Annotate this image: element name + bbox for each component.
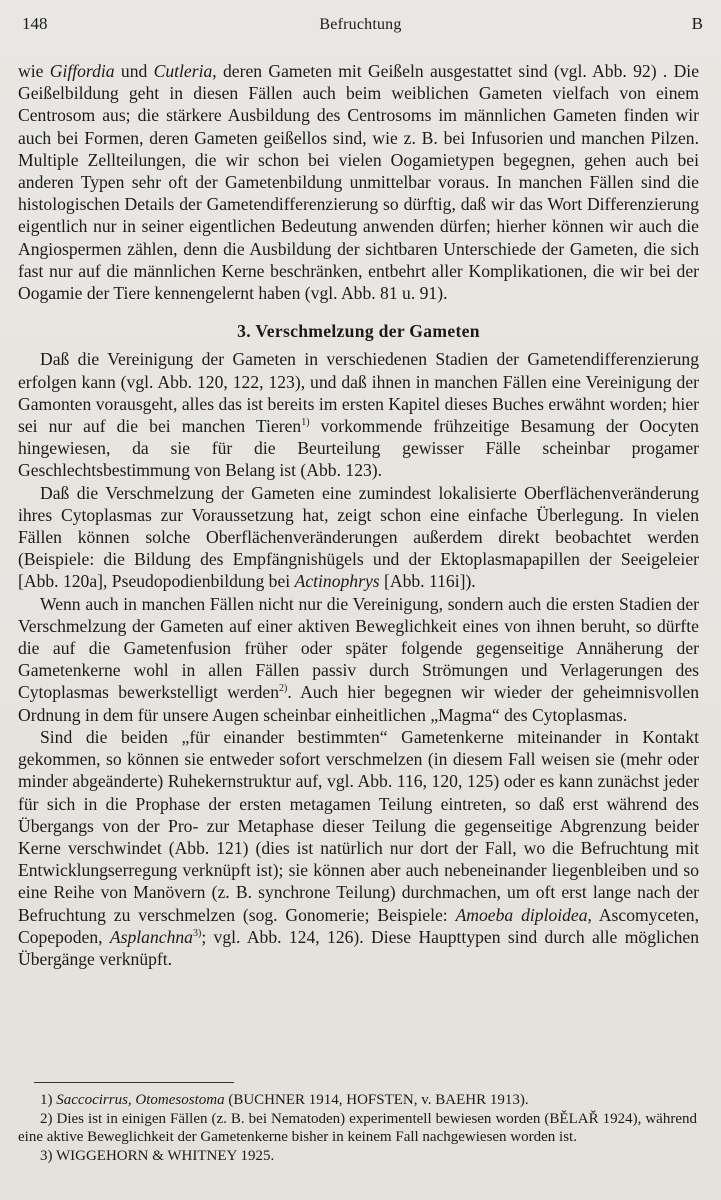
text-run: vorkommende frühzeitige Besamung der Oocyten hingewiesen, da sie für die Beurteilung gewisser Fälle scheinbar progamer Geschlechtsbestimmung von Belang ist (Abb. 123).	[18, 416, 699, 481]
paragraph-1	[18, 60, 699, 304]
footnotes	[18, 1082, 697, 1165]
text-run: , Ascomyceten, Copepoden,	[18, 904, 699, 947]
footnote-ref: 1)	[301, 417, 310, 429]
main-text	[18, 60, 699, 970]
section-heading: 3. Verschmelzung der Gameten	[237, 321, 480, 342]
page-number: 148	[22, 14, 48, 33]
text-run: [Abb. 116i]).	[379, 571, 476, 592]
footnote-rule	[34, 1082, 234, 1083]
taxon-name: Amoeba diploidea	[455, 904, 588, 925]
taxon-name: Saccocirrus, Otomesostoma	[56, 1092, 225, 1108]
text-run: Daß die Verschmelzung der Gameten eine zumindest lokalisierte Oberflächenveränderung ihres Cytoplasmas zur Voraussetzung hat, zeigt schon eine einfache Überlegung. In vielen Fällen können solche Oberflächenveränderungen außerdem direkt beobachtet werden (Beispiele: die Bildung des Empfängnishügels und der Ektoplasmapapillen der Seeigeleier [Abb. 120a], Pseudopodienbildung bei	[18, 482, 699, 592]
running-header	[18, 14, 703, 40]
footnote-2: 2) Dies ist in einigen Fällen (z. B. bei Nematoden) experimentell bewiesen worden (BĚLAŘ 1924), während eine aktive Beweglichkeit der Gametenkerne bisher in keinem Fall nachgewiesen worden ist.	[18, 1110, 697, 1145]
paragraph-2	[18, 348, 699, 481]
text-run: Daß die Vereinigung der Gameten in verschiedenen Stadien der Gametendifferenzierung erfolgen kann (vgl. Abb. 120, 122, 123), und daß ihnen in manchen Fällen eine Vereinigung der Gamonten vorausgeht, alles das ist bereits im ersten Kapitel dieses Buches erwähnt worden; hier sei nur auf die bei manchen Tieren	[18, 349, 699, 437]
taxon-name: Giffordia	[49, 61, 115, 81]
paragraph-3	[18, 482, 699, 593]
text-run: ; vgl. Abb. 124, 126). Diese Haupttypen sind durch alle möglichen Übergänge verknüpft.	[18, 926, 699, 969]
text-run: Wenn auch in manchen Fällen nicht nur die Vereinigung, sondern auch die ersten Stadien der Verschmelzung der Gameten auf einer aktiven Beweglichkeit eines von ihnen beruht, so dürfte die auf die Gametenfusion früher oder später folgende gegenseitige Annäherung der Gametenkerne wohl in allen Fällen passiv durch Strömungen und Verlagerungen des Cytoplasmas bewerkstelligt werden	[18, 593, 699, 703]
footnote-1	[18, 1091, 697, 1110]
text-run: (BUCHNER 1914, HOFSTEN, v. BAEHR 1913).	[224, 1092, 529, 1108]
text-run: Sind die beiden „für einander bestimmten“ Gametenkerne miteinander in Kontakt gekommen, so können sie entweder sofort verschmelzen (in diesem Fall weisen sie (mehr oder minder abgeänderte) Ruhekernstruktur auf, vgl. Abb. 116, 120, 125) oder es kann zunächst jeder für sich in die Prophase der ersten metagamen Teilung eintreten, so daß erst während des Übergangs von der Pro- zur Metaphase dieser Teilung die gegenseitige Abgrenzung beider Kerne verschwindet (Abb. 121) (dies ist natürlich nur dort der Fall, wo die Befruchtung mit Entwicklungserregung verknüpft ist); sie können aber auch nebeneinander liegenbleiben und so eine Reihe von Manövern (z. B. synchrone Teilung) durchmachen, um oft erst lange nach der Befruchtung zu verschmelzen (sog. Gonomerie; Beispiele:	[18, 726, 699, 925]
footnote-ref: 3)	[192, 927, 202, 939]
paragraph-4	[18, 593, 699, 726]
footnote-3: 3) WIGGEHORN & WHITNEY 1925.	[40, 1147, 275, 1164]
footnote-number: 1)	[40, 1092, 57, 1108]
taxon-name: Actinophrys	[294, 571, 380, 592]
footnote-ref: 2)	[279, 683, 288, 695]
text-run: . Auch hier begegnen wir wieder der geheimnisvollen Ordnung in dem für unsere Augen scheinbar einheitlichen „Magma“ des Cytoplasmas.	[18, 682, 699, 725]
taxon-name: Asplanchna	[109, 926, 193, 947]
text-run: wie	[18, 61, 50, 81]
paragraph-5	[18, 726, 699, 970]
text-run: , deren Gameten mit Geißeln ausgestattet sind (vgl. Abb. 92) . Die Geißelbildung geht in diesen Fällen auch beim weiblichen Gameten vielfach von einem Centrosom aus; die stärkere Ausbildung des Centrosoms im männlichen Gameten finden wir auch bei Formen, deren Gameten geißellos sind, wie z. B. bei Infusorien und manchen Pilzen. Multiple Zellteilungen, die wir schon bei vielen Oogamietypen begegnen, gehen auch bei anderen Typen sehr oft der Gametenbildung unmittelbar voraus. In manchen Fällen sind die histologischen Details der Gametendifferenzierung so dürftig, daß wir das Wort Differenzierung eigentlich nur in seiner eigentlichen Bedeutung anwenden dürfen; hierher können wir auch die Angiospermen zählen, denn die Ausbildung der sichtbaren Unterschiede der Gameten, die sich fast nur auf die männlichen Kerne beschränken, entbehrt aller Komplikationen, die wir bei der Oogamie der Tiere kennengelernt haben (vgl. Abb. 81 u. 91).	[18, 61, 700, 304]
text-run: und	[114, 61, 154, 81]
taxon-name: Cutleria	[153, 61, 213, 81]
running-title: Befruchtung	[319, 16, 402, 33]
header-letter: B	[691, 14, 703, 33]
